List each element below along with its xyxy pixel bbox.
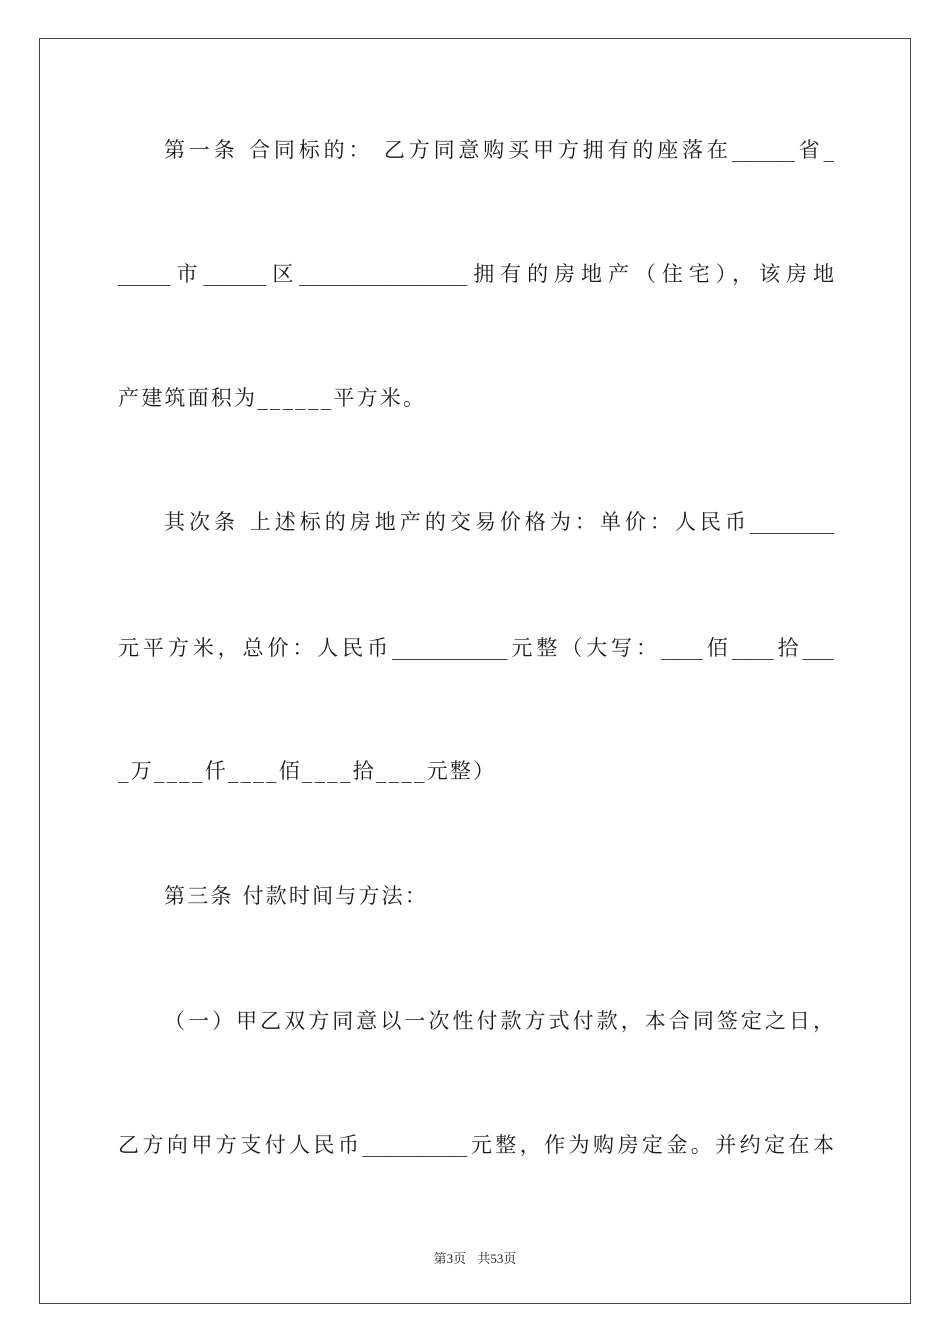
clause-3-heading: 第三条 付款时间与方法： — [164, 884, 429, 908]
page-number: 第3页 — [433, 1251, 467, 1266]
clause-2-line-2: 元平方米，总价：人民币___________元整（大写：____佰____拾___ — [118, 636, 834, 660]
page-footer — [0, 1248, 950, 1267]
clause-2-line-1: 其次条 上述标的房地产的交易价格为：单价：人民币________ — [164, 510, 834, 534]
clause-1-line-2: _____市______区________________拥有的房地产（住宅），该房地 — [118, 262, 834, 286]
clause-1-line-3: 产建筑面积为______平方米。 — [118, 386, 427, 410]
clause-3-item-1-line-1: （一）甲乙双方同意以一次性付款方式付款，本合同签定之日， — [164, 1009, 834, 1033]
clause-2-line-3: _万____仟____佰____拾____元整） — [118, 759, 497, 783]
total-pages: 共53页 — [477, 1251, 517, 1266]
clause-1-line-1: 第一条 合同标的： 乙方同意购买甲方拥有的座落在______省_ — [164, 138, 834, 162]
page-border — [39, 38, 911, 1304]
clause-3-item-1-line-2: 乙方向甲方支付人民币__________元整，作为购房定金。并约定在本 — [118, 1133, 834, 1157]
